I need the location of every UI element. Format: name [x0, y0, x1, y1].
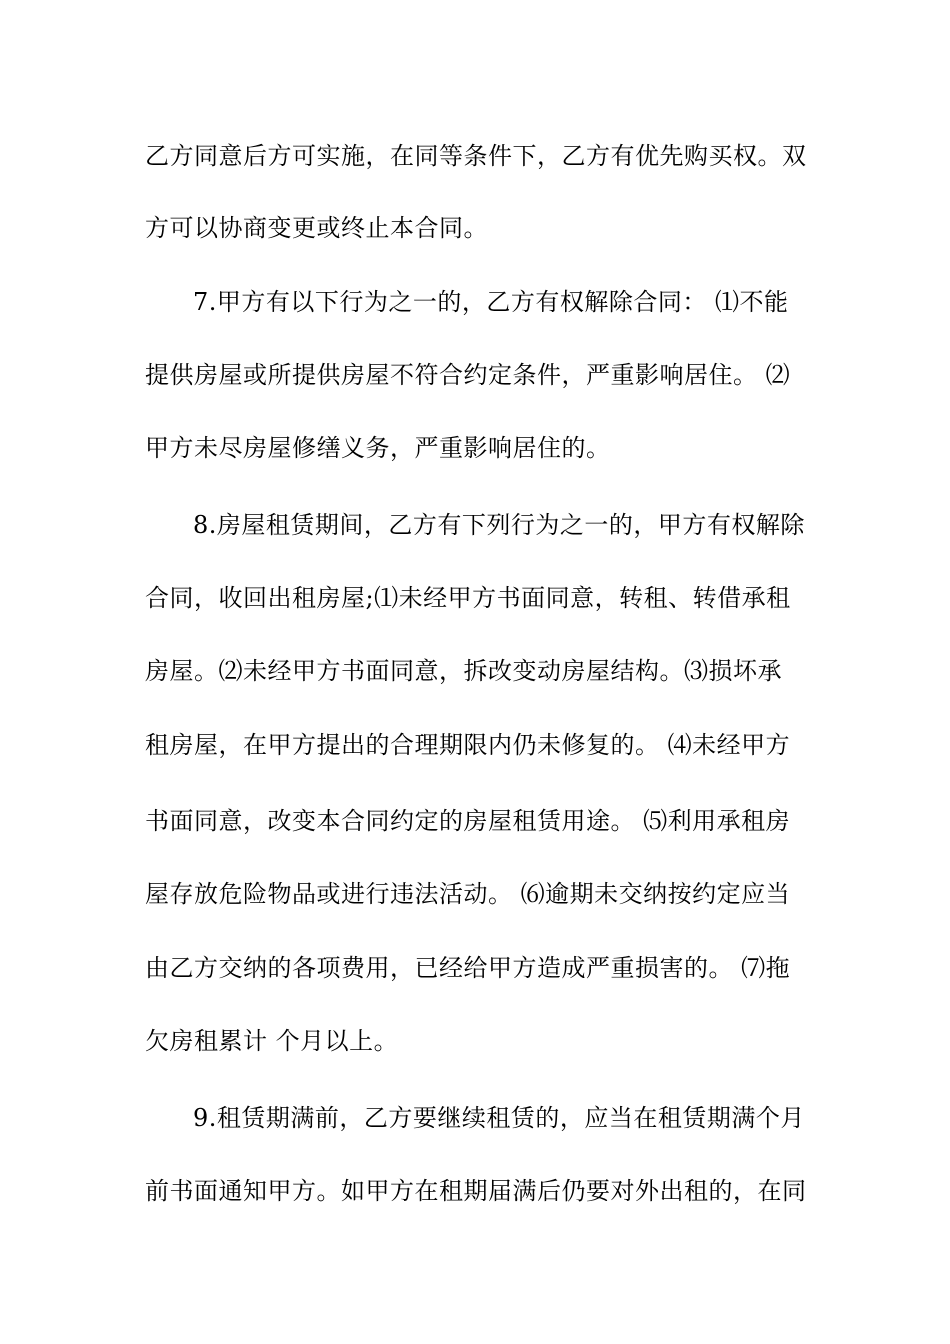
text-line: 8.房屋租赁期间，乙方有下列行为之一的，甲方有权解除	[193, 511, 805, 539]
text-line: 方可以协商变更或终止本合同。	[145, 214, 488, 242]
text-line: 7.甲方有以下行为之一的，乙方有权解除合同： ⑴不能	[193, 288, 789, 316]
text-line: 欠房租累计 个月以上。	[145, 1027, 399, 1055]
text-line: 由乙方交纳的各项费用，已经给甲方造成严重损害的。 ⑺拖	[145, 954, 791, 982]
text-line: 前书面通知甲方。如甲方在租期届满后仍要对外出租的，在同	[145, 1177, 807, 1205]
text-line: 书面同意，改变本合同约定的房屋租赁用途。 ⑸利用承租房	[145, 807, 791, 835]
text-line: 屋存放危险物品或进行违法活动。 ⑹逾期未交纳按约定应当	[145, 880, 791, 908]
text-line: 提供房屋或所提供房屋不符合约定条件，严重影响居住。 ⑵	[145, 361, 791, 389]
text-line: 乙方同意后方可实施，在同等条件下，乙方有优先购买权。双	[145, 142, 807, 170]
text-line: 9.租赁期满前，乙方要继续租赁的，应当在租赁期满个月	[193, 1104, 805, 1132]
text-line: 甲方未尽房屋修缮义务，严重影响居住的。	[145, 434, 611, 462]
text-line: 房屋。⑵未经甲方书面同意，拆改变动房屋结构。⑶损坏承	[145, 657, 782, 685]
text-line: 租房屋，在甲方提出的合理期限内仍未修复的。 ⑷未经甲方	[145, 731, 791, 759]
text-line: 合同，收回出租房屋;⑴未经甲方书面同意，转租、转借承租	[145, 584, 791, 612]
